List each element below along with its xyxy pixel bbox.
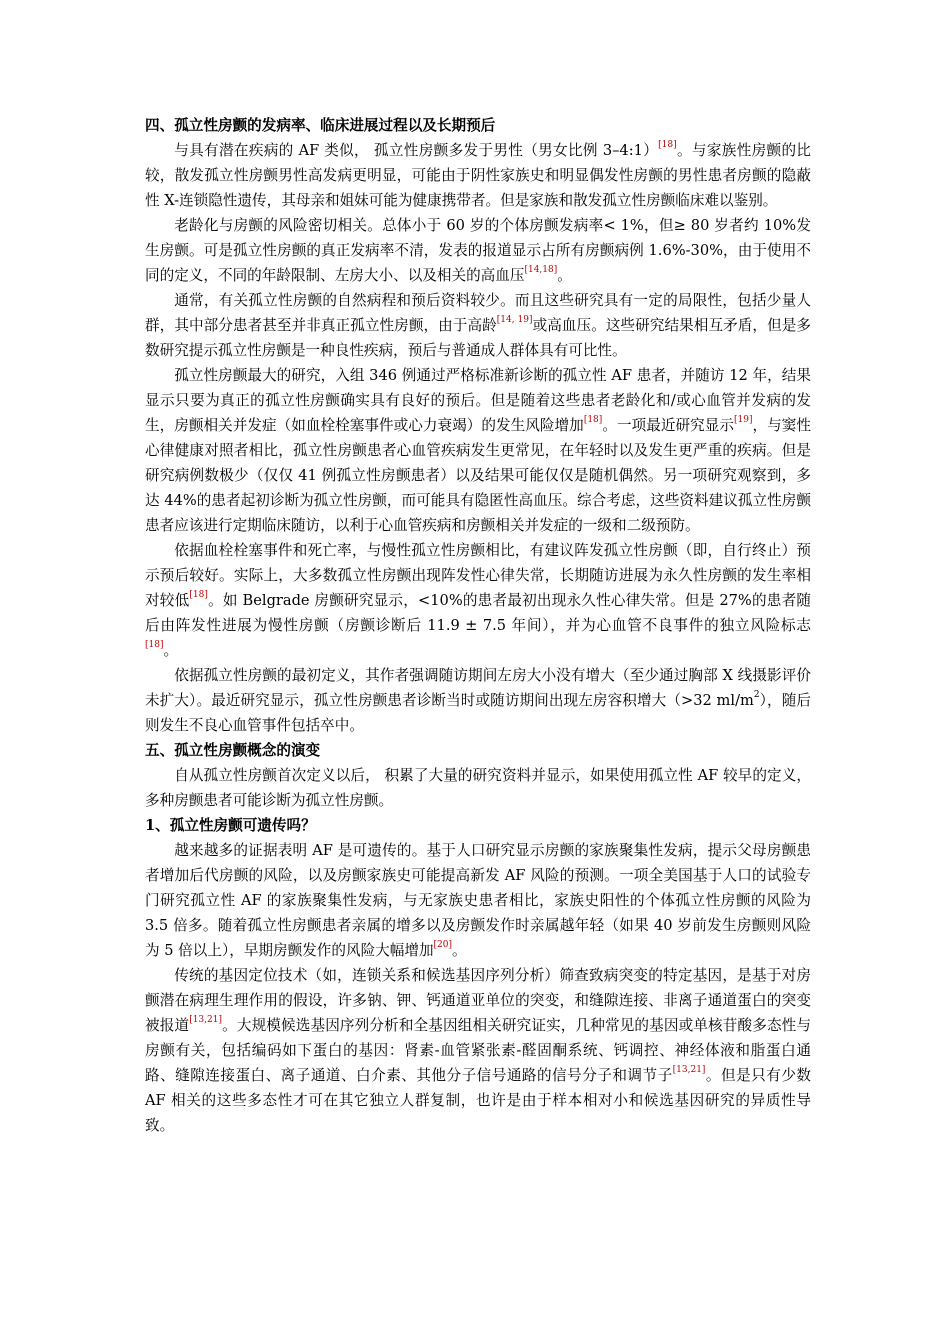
text: 通常，有关孤立性房颤的自然病程和预后资料较少。而且这些研究具有一定的局限性，包括少量人群，其中部分患者甚至并非真正孤立性房颤，由于高龄 — [145, 292, 811, 334]
text: 。大规模候选基因序列分析和全基因组相关研究证实，几种常见的基因或单核苷酸多态性与房颤有关，包括编码如下蛋白的基因：肾素-血管紧张素-醛固酮系统、钙调控、神经体液和脂蛋白通路、缝隙连接蛋白、离子通道、白介素、其他分子信号通路的信号分子和调节子 — [145, 1017, 811, 1084]
text: 依据血栓栓塞事件和死亡率，与慢性孤立性房颤相比，有建议阵发孤立性房颤（即，自行终止）预示预后较好。实际上，大多数孤立性房颤出现阵发性心律失常，长期随访进展为永久性房颤的发生率相对较低 — [145, 542, 811, 609]
citation[interactable]: [13,21] — [672, 1065, 706, 1076]
paragraph — [145, 538, 811, 663]
text: 。与家族性房颤的比较，散发孤立性房颤男性高发病更明显，可能由于阴性家族史和明显偶发性房颤的男性患者房颤的隐蔽性 X-连锁隐性遗传，其母亲和姐妹可能为健康携带者。但是家族和散发孤立性房颤临床难以鉴别。 — [145, 142, 811, 209]
paragraph — [145, 838, 811, 963]
text: 老龄化与房颤的风险密切相关。总体小于 60 岁的个体房颤发病率< 1%，但≥ 80 岁者约 10%发生房颤。可是孤立性房颤的真正发病率不清，发表的报道显示占所有房颤病例 1.6%-30%，由于使用不同的定义，不同的年龄限制、左房大小、以及相关的高血压 — [145, 217, 811, 284]
superscript: 2 — [753, 690, 760, 701]
text: ），随后则发生不良心血管事件包括卒中。 — [145, 692, 812, 734]
paragraph — [145, 663, 811, 738]
subsection-heading: 1、孤立性房颤可遗传吗？ — [145, 817, 316, 834]
text: 孤立性房颤最大的研究，入组 346 例通过严格标准新诊断的孤立性 AF 患者，并随访 12 年，结果显示只要为真正的孤立性房颤确实具有良好的预后。但是随着这些患者老龄化和/或心血管并发病的发生，房颤相关并发症（如血栓栓塞事件或心力衰竭）的发生风险增加 — [145, 367, 811, 434]
text: ，与窦性心律健康对照者相比，孤立性房颤患者心血管疾病发生更常见，在年轻时以及发生更严重的疾病。但是研究病例数极少（仅仅 41 例孤立性房颤患者）以及结果可能仅仅是随机偶然。另一项研究观察到，多达 44%的患者起初诊断为孤立性房颤，而可能具有隐匿性高血压。综合考虑，这些资料建议孤立性房颤患者应该进行定期临床随访，以利于心血管疾病和房颤相关并发症的一级和二级预防。 — [145, 417, 811, 534]
text: 或高血压。这些研究结果相互矛盾，但是多数研究提示孤立性房颤是一种良性疾病，预后与普通成人群体具有可比性。 — [145, 317, 811, 359]
text: 越来越多的证据表明 AF 是可遗传的。基于人口研究显示房颤的家族聚集性发病，提示父母房颤患者增加后代房颤的风险，以及房颤家族史可能提高新发 AF 风险的预测。一项全美国基于人口的试验专门研究孤立性 AF 的家族聚集性发病，与无家族史患者相比，家族史阳性的个体孤立性房颤的风险为 3.5 倍多。随着孤立性房颤患者亲属的增多以及房颤发作时亲属越年轻（如果 40 岁前发生房颤则风险为 5 倍以上），早期房颤发作的风险大幅增加 — [145, 842, 811, 959]
text: 。一项最近研究显示 — [602, 417, 734, 434]
section-4-heading: 四、孤立性房颤的发病率、临床进展过程以及长期预后 — [145, 117, 496, 134]
text: 。 — [557, 267, 572, 284]
text: 。 — [163, 642, 179, 659]
text: 传统的基因定位技术（如，连锁关系和候选基因序列分析）筛查致病突变的特定基因，是基于对房颤潜在病理生理作用的假设，许多钠、钾、钙通道亚单位的突变，和缝隙连接、非离子通道蛋白的突变被报道 — [145, 967, 811, 1034]
paragraph — [145, 213, 811, 288]
text: 。 — [452, 942, 467, 959]
citation[interactable]: [19] — [733, 415, 753, 426]
text: 。但是只有少数 AF 相关的这些多态性才可在其它独立人群复制，也许是由于样本相对小和候选基因研究的异质性导致。 — [145, 1067, 811, 1134]
paragraph — [145, 288, 811, 363]
paragraph — [145, 138, 811, 213]
citation[interactable]: [18] — [583, 415, 603, 426]
text: 与具有潜在疾病的 AF 类似， 孤立性房颤多发于男性（男女比例 3–4:1） — [174, 142, 659, 159]
citation[interactable]: [13,21] — [189, 1015, 222, 1026]
citation[interactable]: [14, 19] — [496, 315, 533, 326]
citation[interactable]: [18] — [658, 140, 677, 151]
citation[interactable]: [18] — [145, 640, 164, 651]
paragraph — [145, 963, 811, 1138]
citation[interactable]: [18] — [189, 590, 208, 601]
section-5-heading: 五、孤立性房颤概念的演变 — [145, 742, 321, 759]
citation[interactable]: [20] — [433, 940, 453, 951]
text: 依据孤立性房颤的最初定义，其作者强调随访期间左房大小没有增大（至少通过胸部 X 线摄影评价未扩大）。最近研究显示，孤立性房颤患者诊断当时或随访期间出现左房容积增大（>32 ml/m — [145, 667, 811, 709]
citation[interactable]: [14,18] — [524, 265, 558, 276]
text: 。如 Belgrade 房颤研究显示，<10%的患者最初出现永久性心律失常。但是 27%的患者随后由阵发性进展为慢性房颤（房颤诊断后 11.9 ± 7.5 年间），并为心血管不良事件的独立风险标志 — [145, 592, 811, 634]
document-page — [145, 113, 811, 1138]
paragraph — [145, 363, 811, 538]
paragraph: 自从孤立性房颤首次定义以后， 积累了大量的研究资料并显示，如果使用孤立性 AF 较早的定义，多种房颤患者可能诊断为孤立性房颤。 — [145, 767, 811, 809]
